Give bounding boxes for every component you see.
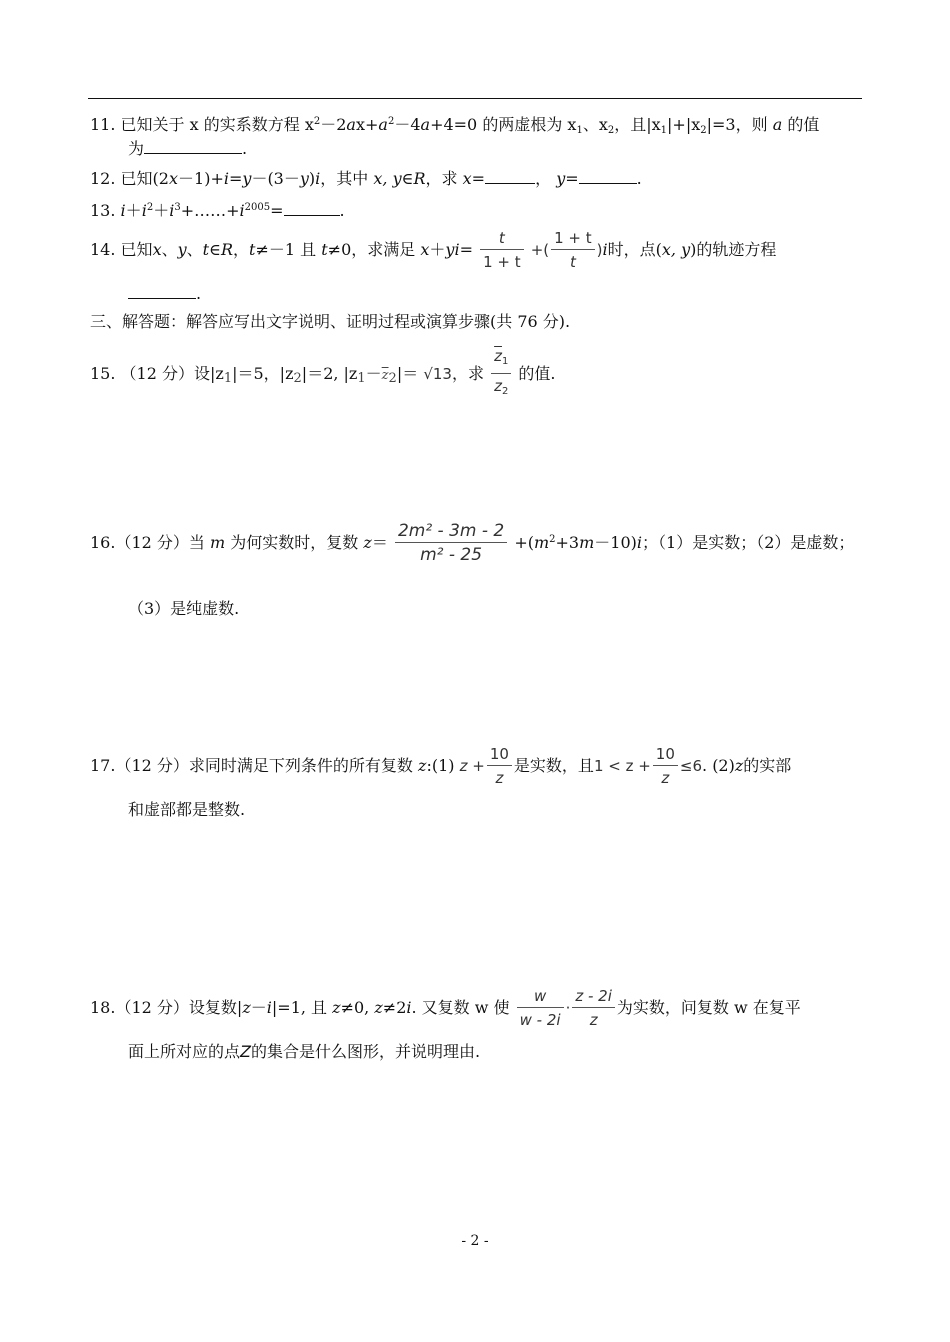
- fraction: $\frac{10}{z}$: [487, 743, 512, 790]
- question-number: 13.: [90, 201, 116, 220]
- page-number: - 2 -: [461, 1233, 489, 1249]
- question-17-line-1: 17.（12 分）求同时满足下列条件的所有复数 z:(1) z + $\frac{10}{z}$ 是实数，且1 < z + $\frac{10}{z}$ ≤6. (2)z的实部: [90, 742, 791, 790]
- score: （12 分）: [115, 756, 189, 775]
- question-number: 11.: [90, 115, 116, 134]
- section-3-title: 三、解答题：解答应写出文字说明、证明过程或演算步骤(共 76 分).: [90, 312, 571, 331]
- question-number: 17.: [90, 756, 116, 775]
- fraction: $\frac{t}{1 + t}$: [480, 227, 524, 274]
- answer-blank[interactable]: [128, 282, 196, 299]
- question-18-line-2: 面上所对应的点Z的集合是什么图形，并说明理由.: [128, 1042, 481, 1061]
- question-number: 16.: [90, 533, 116, 552]
- score: （12 分）: [115, 998, 189, 1017]
- fraction: $\frac{1 + t}{t}$: [551, 227, 595, 274]
- fraction: $\frac{\text{2m² - 3m - 2}}{\text{m² - 25}}$: [395, 520, 507, 567]
- question-11-line-2: 为 .: [128, 139, 248, 158]
- question-number: 14.: [90, 240, 116, 259]
- question-14-line-1: 14. 已知x、y、t∈R，t≠－1 且 t≠0，求满足 x＋yi= $\frac{t}{1 + t}$ +( $\frac{1 + t}{t}$ )i时，点(x, y)的轨迹方程: [90, 224, 776, 276]
- question-17-line-2: 和虚部都是整数.: [128, 800, 246, 819]
- answer-blank-x[interactable]: [485, 167, 535, 184]
- fraction: $\frac{w}{w - 2i}$: [517, 985, 564, 1032]
- question-18-line-1: 18.（12 分）设复数|z－i|=1, 且 z≠0, z≠2i. 又复数 w 使 $\frac{w}{w - 2i}$ · $\frac{z - 2i}{z}$ 为实数，问复数 w 在复平: [90, 982, 801, 1034]
- question-number: 15.: [90, 364, 116, 383]
- answer-blank-y[interactable]: [579, 167, 637, 184]
- question-12: 12. 已知(2x－1)+i=y－(3－y)i，其中 x, y∈R，求 x= ， y= .: [90, 169, 642, 188]
- question-16-line-2: （3）是纯虚数.: [128, 599, 240, 618]
- fraction: $\frac{\overline{z}_1}{z_2}$: [491, 345, 511, 404]
- question-14-line-2: .: [128, 282, 201, 306]
- answer-blank[interactable]: [144, 137, 242, 154]
- score: （12 分）: [115, 533, 189, 552]
- score: （12 分）: [120, 364, 194, 383]
- question-15: 15. （12 分）设$|z_1|=5$，$|z_2|=2$, $|z_1-\overline{z}_2|= √13$，求 $\frac{\overline{z}_1}{z_2}$ 的值.: [90, 345, 556, 404]
- fraction: $\frac{z - 2i}{z}$: [572, 985, 615, 1032]
- question-number: 12.: [90, 169, 116, 188]
- question-13: 13. $i+i^2+i^3+\dots\dots+i^{2005}=$ .: [90, 201, 345, 220]
- sqrt-13: √13: [423, 365, 452, 383]
- question-number: 18.: [90, 998, 116, 1017]
- question-16-line-1: 16.（12 分）当 m 为何实数时，复数 z＝ $\frac{\text{2m² - 3m - 2}}{\text{m² - 25}}$ $+(m^2+3m-10)i$；（1）是实数；（2）是虚数；: [90, 521, 855, 565]
- fraction: $\frac{10}{z}$: [653, 743, 678, 790]
- question-11-line-1: 11. 已知关于 x 的实系数方程 $x^2-2ax+a^2-4a+4=0$ 的两虚根为 $x_1$、$x_2$，且$|x_1|+|x_2|=3$，则 a 的值: [90, 115, 820, 136]
- answer-blank[interactable]: [284, 199, 340, 216]
- header-rule: [88, 98, 862, 99]
